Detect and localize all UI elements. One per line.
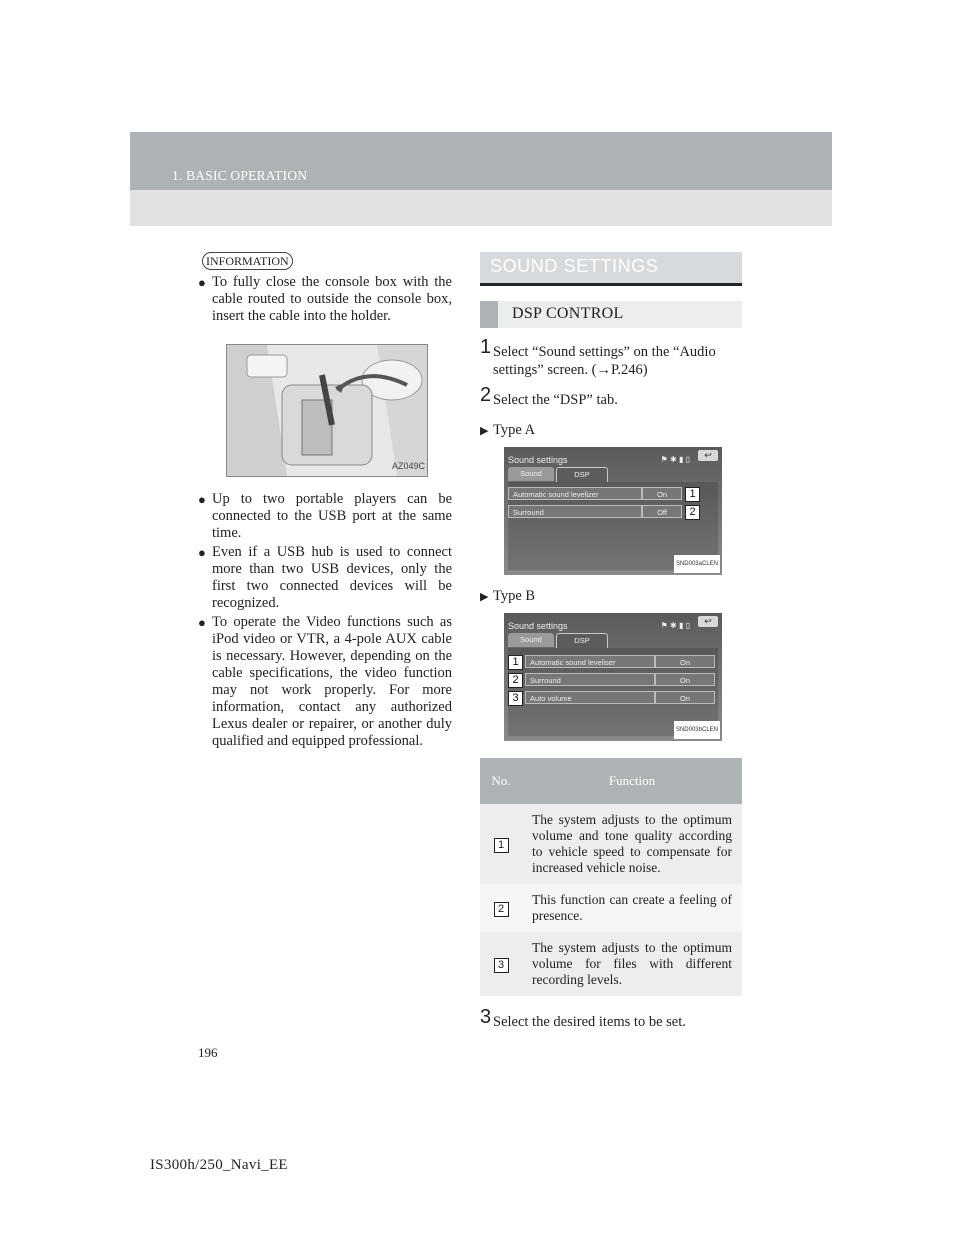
status-icons: ⚑ ✱ ▮ ▯ <box>660 455 690 464</box>
page-number: 196 <box>198 1045 218 1060</box>
setting-label: Auto volume <box>525 691 655 704</box>
step-number: 1 <box>480 336 492 358</box>
setting-value[interactable]: On <box>642 487 682 500</box>
step-text: Select “Sound settings” on the “Audio settings” screen. (→P.246) <box>493 344 716 378</box>
callout-1: 1 <box>685 487 700 502</box>
back-button[interactable]: ↩ <box>698 450 718 461</box>
setting-label: Automatic sound levelizer <box>508 487 642 500</box>
section-title: SOUND SETTINGS <box>490 256 659 276</box>
setting-row-auto-volume[interactable] <box>525 691 717 704</box>
table-row <box>480 884 742 932</box>
callout-3: 3 <box>508 691 523 706</box>
row-number: 3 <box>494 958 509 973</box>
setting-value[interactable]: On <box>655 655 715 668</box>
step-3 <box>480 1006 742 1031</box>
table-row <box>480 932 742 996</box>
callout-1: 1 <box>508 655 523 670</box>
tab-sound[interactable]: Sound <box>508 633 554 647</box>
screen-type-a <box>504 447 722 575</box>
tab-dsp[interactable]: DSP <box>556 633 608 648</box>
step-1 <box>480 336 742 379</box>
section-header: 1. BASIC OPERATION <box>172 168 308 183</box>
step-2 <box>480 384 742 409</box>
type-b-label: ▶ Type B <box>480 587 742 605</box>
setting-label: Surround <box>525 673 655 686</box>
row-description: The system adjusts to the optimum volume and tone quality according to vehicle speed to compensate for increased vehicle noise. <box>522 804 742 884</box>
subsection-stripe <box>480 301 498 328</box>
back-button[interactable]: ↩ <box>698 616 718 627</box>
status-icons: ⚑ ✱ ▮ ▯ <box>660 621 690 630</box>
setting-label: Automatic sound leveliser <box>525 655 655 668</box>
left-column <box>198 252 452 752</box>
step-number: 3 <box>480 1006 492 1028</box>
tab-sound[interactable]: Sound <box>508 467 554 481</box>
step-text: Select the desired items to be set. <box>493 1014 686 1030</box>
setting-row-leveliser[interactable] <box>525 655 717 668</box>
setting-value[interactable]: Off <box>642 505 682 518</box>
setting-value[interactable]: On <box>655 691 715 704</box>
setting-row-levelizer[interactable] <box>508 487 682 500</box>
step-text: Select the “DSP” tab. <box>493 392 618 408</box>
info-bullet-1: ● To fully close the console box with the cable routed to outside the console box, insert the cable into the holder. <box>198 274 452 325</box>
info-bullet-3: ● Even if a USB hub is used to connect more than two USB devices, only the first two connected devices will be recognized. <box>198 544 452 612</box>
screen-title: Sound settings <box>508 621 568 631</box>
tab-dsp[interactable]: DSP <box>556 467 608 482</box>
table-row <box>480 804 742 884</box>
subsection-heading <box>480 301 742 328</box>
information-tag: INFORMATION <box>202 252 293 270</box>
info-bullet-4: ● To operate the Video functions such as iPod video or VTR, a 4-pole AUX cable is necessary. However, depending on the cable specifications, the video function may not work properly. For more information, contact any authorized Lexus dealer or repairer, or another duly qualified and equipped professional. <box>198 614 452 750</box>
subsection-title: DSP CONTROL <box>512 305 624 322</box>
callout-2: 2 <box>685 505 700 520</box>
row-number: 2 <box>494 902 509 917</box>
console-box-photo <box>226 344 428 477</box>
setting-value[interactable]: On <box>655 673 715 686</box>
footer-text: IS300h/250_Navi_EE <box>150 1157 288 1173</box>
setting-row-surround[interactable] <box>508 505 682 518</box>
column-header-function: Function <box>522 758 742 804</box>
info-bullet-2: ● Up to two portable players can be connected to the USB port at the same time. <box>198 491 452 542</box>
section-heading <box>480 252 742 286</box>
function-table <box>480 758 742 996</box>
right-column <box>480 252 742 1031</box>
step-number: 2 <box>480 384 492 406</box>
screen-type-b <box>504 613 722 741</box>
setting-row-surround[interactable] <box>525 673 717 686</box>
screen-code: SND003bCLEN <box>674 721 720 739</box>
row-description: This function can create a feeling of presence. <box>522 884 742 932</box>
setting-label: Surround <box>508 505 642 518</box>
callout-2: 2 <box>508 673 523 688</box>
row-number: 1 <box>494 838 509 853</box>
photo-code: AZ049C <box>392 461 426 471</box>
type-a-label: ▶ Type A <box>480 421 742 439</box>
row-description: The system adjusts to the optimum volume for files with different recording levels. <box>522 932 742 996</box>
screen-title: Sound settings <box>508 455 568 465</box>
screen-code: SND003aCLEN <box>674 555 720 573</box>
column-header-no: No. <box>480 758 522 804</box>
